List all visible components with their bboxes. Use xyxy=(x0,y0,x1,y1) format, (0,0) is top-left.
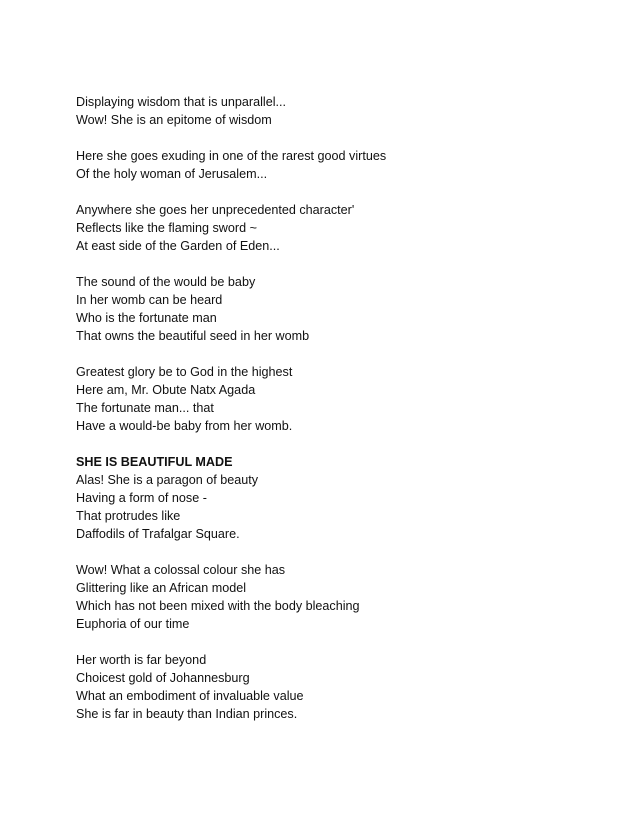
poem-line: That owns the beautiful seed in her womb xyxy=(76,329,310,343)
poem-line: Here am, Mr. Obute Natx Agada xyxy=(76,383,256,397)
poem-line: Having a form of nose - xyxy=(76,491,207,505)
stanza-6 xyxy=(76,453,596,543)
poem-line: Displaying wisdom that is unparallel... xyxy=(76,95,286,109)
poem-line: Glittering like an African model xyxy=(76,581,247,595)
poem-line: Choicest gold of Johannesburg xyxy=(76,671,250,685)
poem-body xyxy=(76,93,596,741)
poem-line: Her worth is far beyond xyxy=(76,653,207,667)
poem-line: At east side of the Garden of Eden... xyxy=(76,239,280,253)
poem-line: The fortunate man... that xyxy=(76,401,214,415)
poem-line: What an embodiment of invaluable value xyxy=(76,689,304,703)
poem-line: She is far in beauty than Indian princes. xyxy=(76,707,298,721)
poem-line: Anywhere she goes her unprecedented character' xyxy=(76,203,355,217)
poem-line: The sound of the would be baby xyxy=(76,275,256,289)
poem-line: Alas! She is a paragon of beauty xyxy=(76,473,259,487)
stanza-2 xyxy=(76,147,596,183)
poem-line: Have a would-be baby from her womb. xyxy=(76,419,293,433)
stanza-8 xyxy=(76,651,596,723)
poem-line: That protrudes like xyxy=(76,509,181,523)
poem-line: Who is the fortunate man xyxy=(76,311,217,325)
poem-line: In her womb can be heard xyxy=(76,293,223,307)
poem-line: Reflects like the flaming sword ~ xyxy=(76,221,257,235)
poem-line: Daffodils of Trafalgar Square. xyxy=(76,527,240,541)
poem-line: Euphoria of our time xyxy=(76,617,190,631)
stanza-4 xyxy=(76,273,596,345)
poem-line: Wow! What a colossal colour she has xyxy=(76,563,286,577)
poem-line: Wow! She is an epitome of wisdom xyxy=(76,113,272,127)
poem-line: Which has not been mixed with the body bleaching xyxy=(76,599,360,613)
stanza-5 xyxy=(76,363,596,435)
section-heading: SHE IS BEAUTIFUL MADE xyxy=(76,455,233,469)
stanza-3 xyxy=(76,201,596,255)
poem-line: Greatest glory be to God in the highest xyxy=(76,365,293,379)
poem-line: Here she goes exuding in one of the rarest good virtues xyxy=(76,149,387,163)
stanza-7 xyxy=(76,561,596,633)
poem-line: Of the holy woman of Jerusalem... xyxy=(76,167,268,181)
stanza-1 xyxy=(76,93,596,129)
